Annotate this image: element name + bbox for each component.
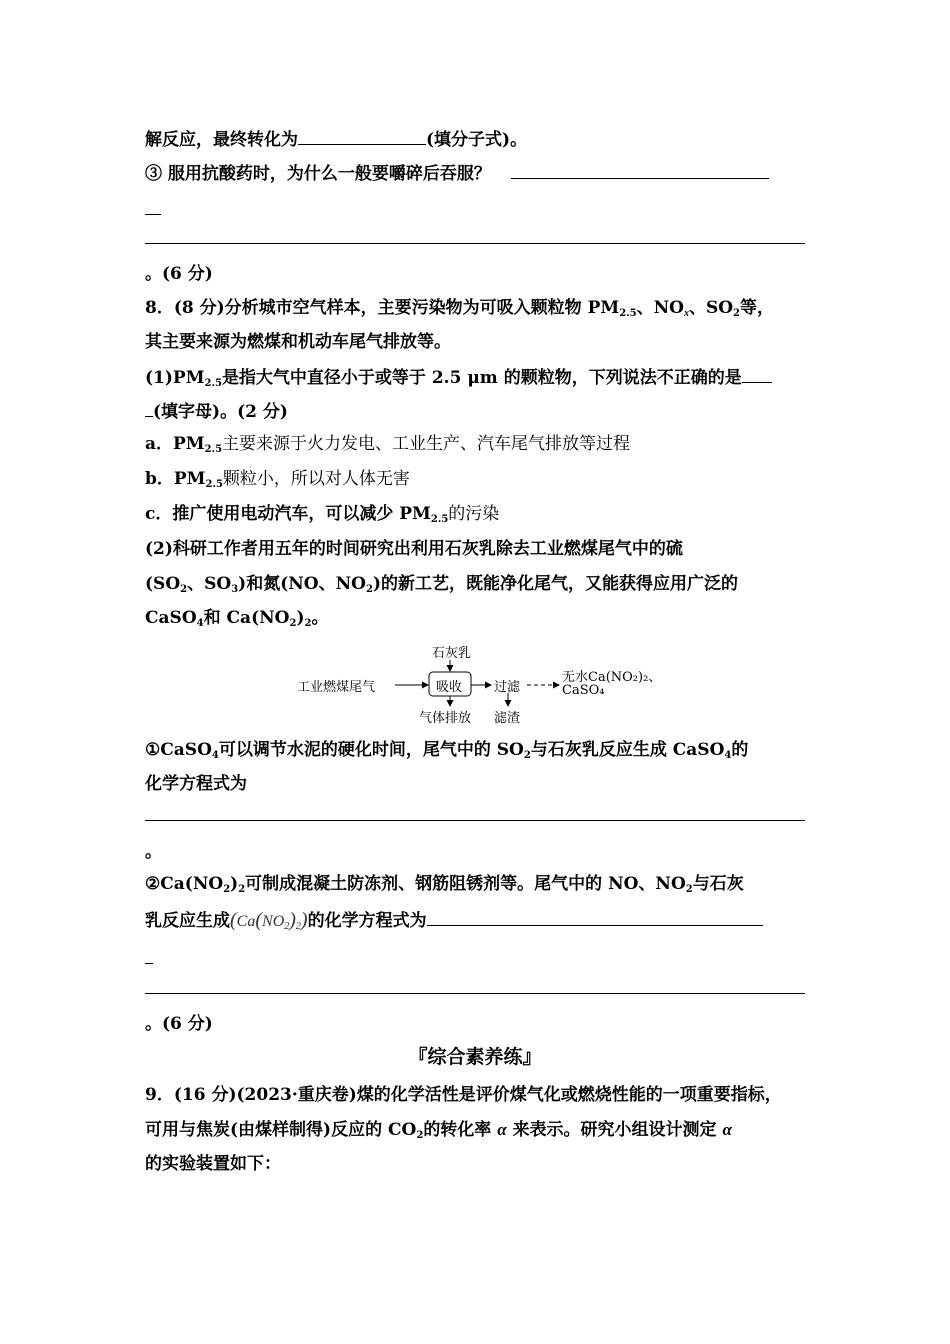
inline-formula: $(Ca(NO_2)_2)$ xyxy=(230,909,308,932)
process-flow-diagram xyxy=(295,640,695,730)
question-3: ③ 服用抗酸药时，为什么一般要嚼碎后吞服？ xyxy=(145,160,769,186)
flow-input: 工业燃煤尾气 xyxy=(297,680,376,695)
flow-residue: 滤渣 xyxy=(494,711,521,726)
part-1: $(1)PM_{2.5}$是指大气中直径小于或等于 2.5 μm 的颗粒物，下列说法不正确的是 xyxy=(145,364,772,390)
question-9-line2: 可用与焦炭(由煤样制得)反应的 $CO_2$的转化率 α 来表示。研究小组设计测定 α xyxy=(145,1120,732,1141)
answer-line[interactable] xyxy=(145,993,805,994)
score-text: 。(6 分) xyxy=(145,264,213,284)
answer-blank[interactable] xyxy=(145,398,153,417)
subquestion-2-cont: 乳反应生成$(Ca(NO_2)_2)$的化学方程式为 xyxy=(145,907,763,934)
question-9-line3: 的实验装置如下： xyxy=(145,1154,281,1174)
question-8-stem-2: 其主要来源为燃煤和机动车尾气排放等。 xyxy=(145,332,451,352)
answer-blank[interactable] xyxy=(427,907,763,926)
option-b: b．$PM_{2.5}$颗粒小，所以对人体无害 xyxy=(145,469,410,490)
answer-line[interactable] xyxy=(145,243,805,244)
flow-filter: 过滤 xyxy=(494,680,521,695)
question-8-stem: 8．(8 分)分析城市空气样本，主要污染物为可吸入颗粒物 $PM_{2.5}$、$NO_x$、$SO_2$等， xyxy=(145,298,775,319)
flow-product-2: CaSO₄ xyxy=(562,683,605,698)
subquestion-2: $②Ca(NO_2)_2$可制成混凝土防冻剂、钢筋阻锈剂等。尾气中的 NO、$NO_2$与石灰 xyxy=(145,874,744,895)
answer-blank-cont[interactable] xyxy=(145,196,161,222)
score-text: 。(6 分) xyxy=(145,1014,213,1034)
part-2: (2)科研工作者用五年的时间研究出利用石灰乳除去工业燃煤尾气中的硫 xyxy=(145,539,683,559)
flow-product: 无水Ca(NO₂)₂、 xyxy=(562,670,662,685)
flow-gas-out: 气体排放 xyxy=(419,711,472,726)
section-heading: 『综合素养练』 xyxy=(408,1046,542,1068)
question-9-stem: 9．(16 分)(2023·重庆卷)煤的化学活性是评价煤气化或燃烧性能的一项重要指标， xyxy=(145,1085,782,1105)
answer-blank-cont[interactable] xyxy=(145,945,153,971)
answer-blank[interactable] xyxy=(742,364,772,383)
answer-line[interactable] xyxy=(145,820,805,821)
text-line: 解反应，最终转化为 (填分子式)。 xyxy=(145,126,527,152)
part-1-cont: (填字母)。(2 分) xyxy=(145,398,288,424)
option-c: c．推广使用电动汽车，可以减少 $PM_{2.5}$的污染 xyxy=(145,504,500,525)
answer-blank[interactable] xyxy=(298,126,426,145)
part-2-line3: CaSO$_4$和 $Ca(NO_2)_2$。 xyxy=(145,608,329,629)
flow-absorb-box: 吸收 xyxy=(436,680,463,695)
subquestion-1-cont: 化学方程式为 xyxy=(145,774,247,794)
answer-blank[interactable] xyxy=(511,160,769,179)
subquestion-1: ①CaSO$_4$可以调节水泥的硬化时间，尾气中的 $SO_2$与石灰乳反应生成 CaSO$_4$的 xyxy=(145,740,749,761)
part-2-line2: ($SO_2$、$SO_3$)和氮(NO、$NO_2$)的新工艺，既能净化尾气，又能获得应用广泛的 xyxy=(145,574,738,595)
flow-lime-milk: 石灰乳 xyxy=(432,646,472,661)
period: 。 xyxy=(145,842,162,862)
option-a: a．$PM_{2.5}$主要来源于火力发电、工业生产、汽车尾气排放等过程 xyxy=(145,434,631,455)
